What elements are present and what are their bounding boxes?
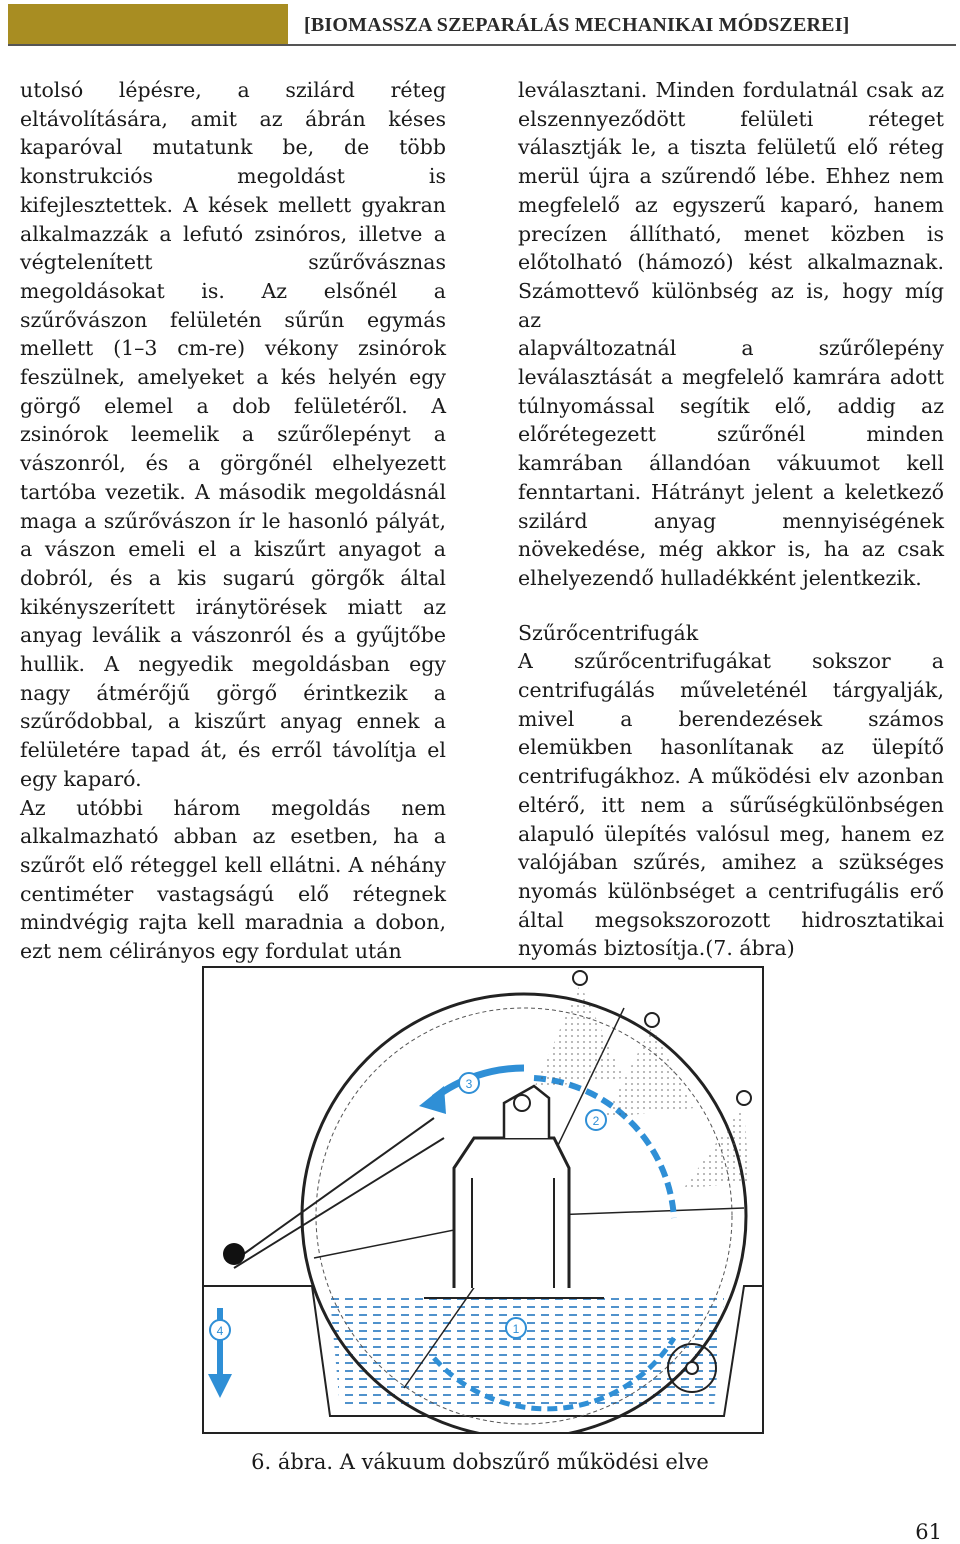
text-line: megoldásokat is. Az elsőnél a xyxy=(20,278,446,303)
discharge-roller xyxy=(223,1243,245,1265)
text-line: a vászon emeli el a kiszűrt anyagot a xyxy=(20,537,446,562)
text-line: leválasztani. Minden fordulatnál csak az xyxy=(518,78,944,102)
text-line: centiméter vastagságú elő rétegnek xyxy=(20,881,446,906)
text-line: kaparóval mutatunk be, de több xyxy=(20,135,446,160)
text-line: precízen állítható, menet közben is xyxy=(518,221,944,246)
text-line: merül újra a szűrendő lébe. Ehhez nem xyxy=(518,164,944,189)
text-line: növekedése, még akkor is, ha az csak xyxy=(518,537,944,562)
text-line: alkalmazható abban az esetben, ha a xyxy=(20,824,446,849)
text-line: alapváltozatnál a szűrőlepény xyxy=(518,336,944,361)
text-line: nyomás különbséget a centrifugális erő xyxy=(518,878,944,903)
text-line: által megsokszorozott hidrosztatikai xyxy=(518,907,944,932)
section-heading: Szűrőcentrifugák xyxy=(518,620,699,645)
text-line: dobról, és a kis sugarú görgők által xyxy=(20,565,446,590)
text-line: feszülnek, amelyeket a kés helyén egy xyxy=(20,365,446,390)
text-line: eltérő, itt nem a sűrűségkülönbségen xyxy=(518,792,944,817)
text-line: mivel a berendezések számos xyxy=(518,706,944,731)
text-line: leválasztását a megfelelő kamrára adott xyxy=(518,365,944,390)
text-line: szilárd anyag mennyiségének xyxy=(518,508,944,533)
text-line: nyomás biztosítja.(7. ábra) xyxy=(518,936,795,961)
text-line: vászonról, és a görgőnél elhelyezett xyxy=(20,451,446,476)
text-line: egy kaparó. xyxy=(20,766,142,791)
text-line: anyag leválik a vászonról és a gyűjtőbe xyxy=(20,623,446,648)
text-line: túlnyomással segítik elő, addig az xyxy=(518,393,944,418)
text-line: hullik. A negyedik megoldásban egy xyxy=(20,652,446,677)
header-color-bar xyxy=(8,4,288,44)
text-line: centrifugákhoz. A működési elv azonban xyxy=(518,764,944,789)
running-header: [BIOMASSZA SZEPARÁLÁS MECHANIKAI MÓDSZEREI] xyxy=(304,14,850,36)
text-line: végtelenített szűrővásznas xyxy=(20,250,446,275)
text-line: kikényszerített iránytörések miatt az xyxy=(20,594,446,619)
text-line: A szűrőcentrifugákat sokszor a xyxy=(518,649,944,674)
text-line: előtolható (hámozó) kést alkalmaznak. xyxy=(518,250,944,275)
text-line: utolsó lépésre, a szilárd réteg xyxy=(20,78,446,102)
text-line: ezt nem célirányos egy fordulat után xyxy=(20,939,402,964)
text-line: mellett (1–3 cm-re) vékony zsinórok xyxy=(20,336,446,361)
text-line: megfelelő az egyszerű kaparó, hanem xyxy=(518,192,944,217)
zone-label: 1 xyxy=(512,1322,520,1336)
text-line: választják le, a tiszta felületű elő réteg xyxy=(518,135,944,160)
text-line: mindvégig rajta kell maradnia a dobon, xyxy=(20,910,446,935)
text-line: szűrővászon felületén sűrűn egymás xyxy=(20,307,446,332)
zone-label: 3 xyxy=(465,1077,473,1091)
text-line: fenntartani. Hátrányt jelent a keletkező xyxy=(518,479,944,504)
text-line: kamrában állandóan vákuumot kell xyxy=(518,451,944,476)
page-number: 61 xyxy=(915,1520,942,1544)
text-line: elszennyeződött felületi réteget xyxy=(518,106,944,131)
text-line: alapuló ülepítés valósul meg, hanem ez xyxy=(518,821,944,846)
text-line: elhelyezendő hulladékként jelentkezik. xyxy=(518,565,922,590)
text-line: centrifugálás műveleténél tárgyalják, xyxy=(518,678,944,703)
zone-label: 2 xyxy=(592,1114,600,1128)
text-line: maga a szűrővászon ír le hasonló pályát, xyxy=(20,508,446,533)
text-line: nagy átmérőjű görgő érintkezik a xyxy=(20,680,446,705)
right-column xyxy=(518,76,944,963)
text-line: kifejlesztettek. A kések mellett gyakran xyxy=(20,192,446,217)
text-line: felületére tapad át, és erről távolítja el xyxy=(20,738,446,763)
text-line: zsinórok leemelik a szűrőlepényt a xyxy=(20,422,446,447)
text-line: konstrukciós megoldást is xyxy=(20,164,446,189)
text-line: előrétegezett szűrőnél minden xyxy=(518,422,944,447)
text-line: görgő elemel a dob felületéről. A xyxy=(20,393,446,418)
drum-filter-diagram xyxy=(204,968,762,1432)
text-line: Számottevő különbség az is, hogy míg az xyxy=(518,278,944,332)
left-column xyxy=(20,76,446,966)
header-rule xyxy=(8,44,956,46)
drum-filter-figure xyxy=(202,966,764,1434)
text-line: alkalmazzák a lefutó zsinóros, illetve a xyxy=(20,221,446,246)
text-line: tartóba vezetik. A második megoldásnál xyxy=(20,479,446,504)
zone-label: 4 xyxy=(216,1324,224,1338)
text-line: elemükben hasonlítanak az ülepítő xyxy=(518,735,944,760)
figure-caption: 6. ábra. A vákuum dobszűrő működési elve xyxy=(251,1450,709,1474)
text-line: eltávolítására, amit az ábrán késes xyxy=(20,106,446,131)
text-line: szűrődobbal, a kiszűrt anyag ennek a xyxy=(20,709,446,734)
text-line: szűrőt elő réteggel kell ellátni. A néhány xyxy=(20,852,446,877)
text-line: Az utóbbi három megoldás nem xyxy=(20,795,446,820)
text-line: valójában szűrés, amihez a szükséges xyxy=(518,850,944,875)
